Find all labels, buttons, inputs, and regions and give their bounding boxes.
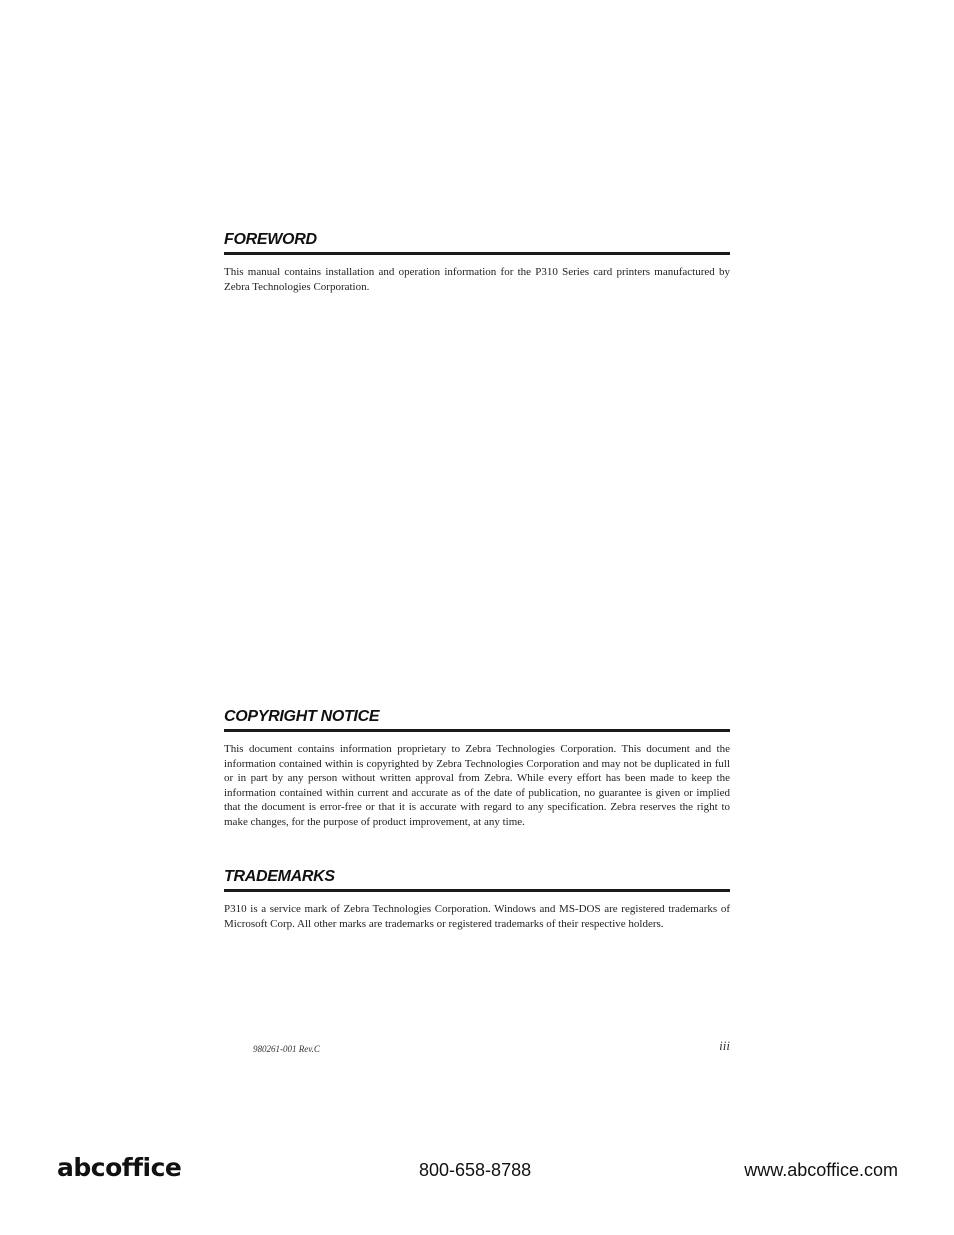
phone-number: 800-658-8788	[419, 1160, 532, 1180]
copyright-paragraph: This document contains information proprietary to Zebra Technologies Corporation. This document and the information contained within is copyrighted by Zebra Technologies Corporation and may not be duplicated in full or in part by any person without written approval from Zebra. While every effort has been made to keep the information contained within current and accurate as of the date of publication, no guarantee is given or implied that the document is error-free or that it is accurate with regard to any specification. Zebra reserves the right to make changes, for the purpose of product improvement, at any time.	[224, 743, 730, 828]
copyright-section	[224, 707, 730, 830]
foreword-section	[224, 230, 730, 294]
trademarks-heading: TRADEMARKS	[224, 868, 335, 885]
document-number: 980261-001 Rev.C	[253, 1044, 320, 1054]
trademarks-paragraph: P310 is a service mark of Zebra Technologies Corporation. Windows and MS-DOS are registered trademarks of Microsoft Corp. All other marks are trademarks or registered trademarks of their respective holders.	[224, 903, 730, 930]
brand-logo: abcoffice	[57, 1153, 182, 1182]
copyright-heading: COPYRIGHT NOTICE	[224, 708, 380, 725]
foreword-heading: FOREWORD	[224, 231, 317, 248]
copyright-rule	[224, 729, 730, 732]
foreword-paragraph: This manual contains installation and operation information for the P310 Series card printers manufactured by Zebra Technologies Corporation.	[224, 266, 730, 293]
trademarks-section	[224, 867, 730, 931]
trademarks-rule	[224, 889, 730, 892]
foreword-rule	[224, 252, 730, 255]
page-number: iii	[719, 1038, 730, 1053]
website-link[interactable]: www.abcoffice.com	[744, 1160, 898, 1180]
